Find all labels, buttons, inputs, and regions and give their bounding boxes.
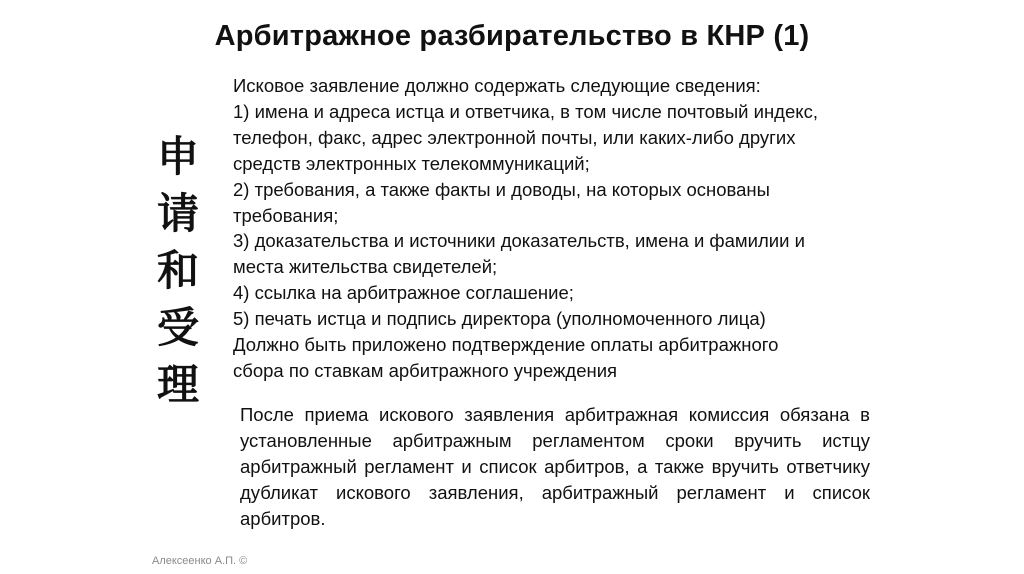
after-acceptance-paragraph: После приема искового заявления арбитражная комиссия обязана в установленные арбитражным регламентом сроки вручить истцу арбитражный регламент и список арбитров, а также вручить ответчику дубликат искового заявления, арбитражный регламент и список арбитров. (240, 404, 870, 529)
requirements-line: места жительства свидетелей; (233, 256, 498, 278)
requirements-line: сбора по ставкам арбитражного учреждения (233, 359, 618, 381)
requirements-line: средств электронных телекоммуникаций; (233, 152, 590, 174)
chinese-char: 和 (156, 246, 199, 295)
requirements-text (233, 73, 893, 384)
author-footer: Алексеенко А.П. © (152, 555, 248, 567)
requirements-line: 2) требования, а также факты и доводы, на которых основаны (233, 178, 770, 200)
vertical-chinese-heading (148, 128, 208, 413)
requirements-line: 5) печать истца и подпись директора (уполномоченного лица) (233, 308, 766, 330)
requirements-line: Исковое заявление должно содержать следующие сведения: (233, 75, 761, 96)
chinese-char: 受 (156, 303, 199, 352)
requirements-line: 3) доказательства и источники доказательств, имена и фамилии и (233, 230, 805, 252)
chinese-char: 请 (156, 189, 199, 238)
chinese-char: 申 (156, 132, 199, 181)
requirements-line: телефон, факс, адрес электронной почты, или каких-либо других (233, 126, 796, 148)
requirements-line: 1) имена и адреса истца и ответчика, в том числе почтовый индекс, (233, 100, 818, 122)
requirements-line: Должно быть приложено подтверждение оплаты арбитражного (233, 334, 779, 356)
slide-title: Арбитражное разбирательство в КНР (1) (214, 20, 810, 52)
requirements-line: требования; (233, 204, 339, 226)
chinese-char: 理 (156, 360, 199, 409)
requirements-line: 4) ссылка на арбитражное соглашение; (233, 282, 574, 304)
